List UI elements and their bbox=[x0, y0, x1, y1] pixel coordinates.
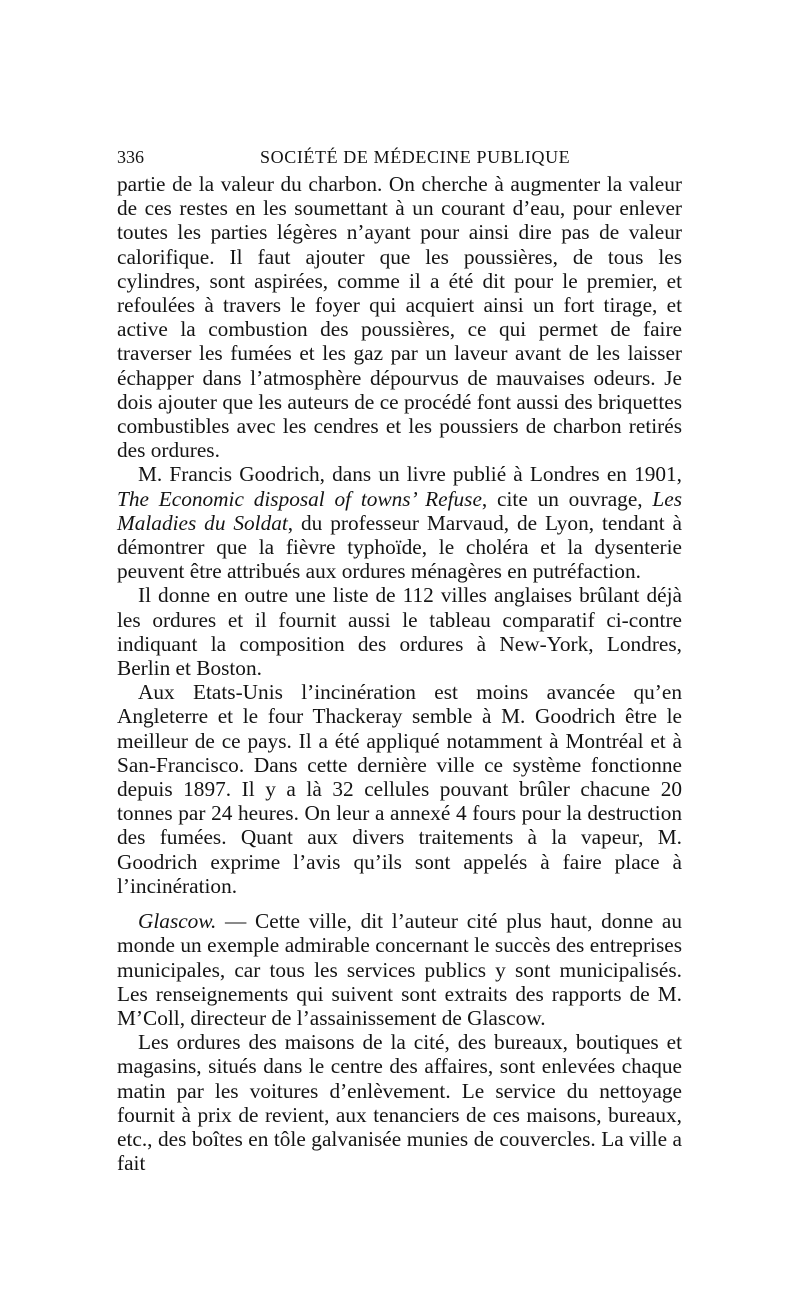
paragraph-2 bbox=[117, 462, 682, 583]
paragraph-2-text-before: M. Francis Goodrich, dans un livre publié à Londres en 1901, bbox=[138, 462, 682, 487]
body-text bbox=[117, 172, 682, 1175]
paragraph-2-text-middle: , cite un ouvrage, bbox=[481, 486, 643, 511]
page-number: 336 bbox=[117, 147, 144, 167]
paragraph-5 bbox=[117, 909, 682, 1030]
paragraph-4: Aux Etats-Unis l’incinération est moins avancée qu’en Angleterre et le four Thackeray semble à M. Goodrich être le meilleur de ce pays. Il a été appliqué notamment à Montréal et à San-Francisco. Dans cette dernière ville ce système fonctionne depuis 1897. Il y a là 32 cellules pouvant brûler chacune 20 tonnes par 24 heures. On leur a annexé 4 fours pour la destruction des fumées. Quant aux divers traitements à la vapeur, M. Goodrich exprime l’avis qu’ils sont appelés à faire place à l’incinération. bbox=[117, 680, 682, 898]
section-lead-glascow: Glascow. bbox=[138, 909, 217, 934]
book-title-economic-disposal: The Economic disposal of towns’ Refuse bbox=[117, 486, 482, 511]
paragraph-6: Les ordures des maisons de la cité, des bureaux, boutiques et magasins, situés dans le centre des affaires, sont enlevées chaque matin par les voitures d’enlèvement. Le service du nettoyage fournit à prix de revient, aux tenanciers de ces maisons, bureaux, etc., des boîtes en tôle galvanisée munies de couvercles. La ville a fait bbox=[117, 1030, 682, 1176]
paragraph-1: partie de la valeur du charbon. On cherche à augmenter la valeur de ces restes en les soumettant à un courant d’eau, pour enlever toutes les parties légères n’ayant pour ainsi dire pas de valeur calorifique. Il faut ajouter que les poussières, de tous les cylindres, sont aspirées, comme il a été dit pour le premier, et refoulées à travers le foyer qui acquiert ainsi un fort tirage, et active la combustion des poussières, ce qui permet de faire traverser les fumées et les gaz par un laveur avant de les laisser échapper dans l’atmosphère dépourvus de mauvaises odeurs. Je dois ajouter que les auteurs de ce procédé font aussi des briquettes combustibles avec les cendres et les poussiers de charbon retirés des ordures. bbox=[117, 172, 682, 463]
book-title-maladies-du-soldat: Les Maladies du Soldat bbox=[117, 486, 683, 535]
paragraph-3: Il donne en outre une liste de 112 villes anglaises brûlant déjà les ordures et il fournit aussi le tableau comparatif ci-contre indiquant la composition des ordures à New-York, Londres, Berlin et Boston. bbox=[117, 583, 682, 681]
paragraph-2-text-after: , du professeur Marvaud, de Lyon, tendant à démontrer que la fièvre typhoïde, le choléra et la dysenterie peuvent être attribués aux ordures ménagères en putréfaction. bbox=[117, 510, 682, 584]
paragraph-5-text: — Cette ville, dit l’auteur cité plus haut, donne au monde un exemple admirable concernant le succès des entreprises municipales, car tous les services publics y sont municipalisés. Les renseignements qui suivent sont extraits des rapports de M. M’Coll, directeur de l’assainissement de Glascow. bbox=[117, 909, 682, 1030]
page-header bbox=[117, 144, 682, 170]
running-title: SOCIÉTÉ DE MÉDECINE PUBLIQUE bbox=[260, 147, 571, 167]
